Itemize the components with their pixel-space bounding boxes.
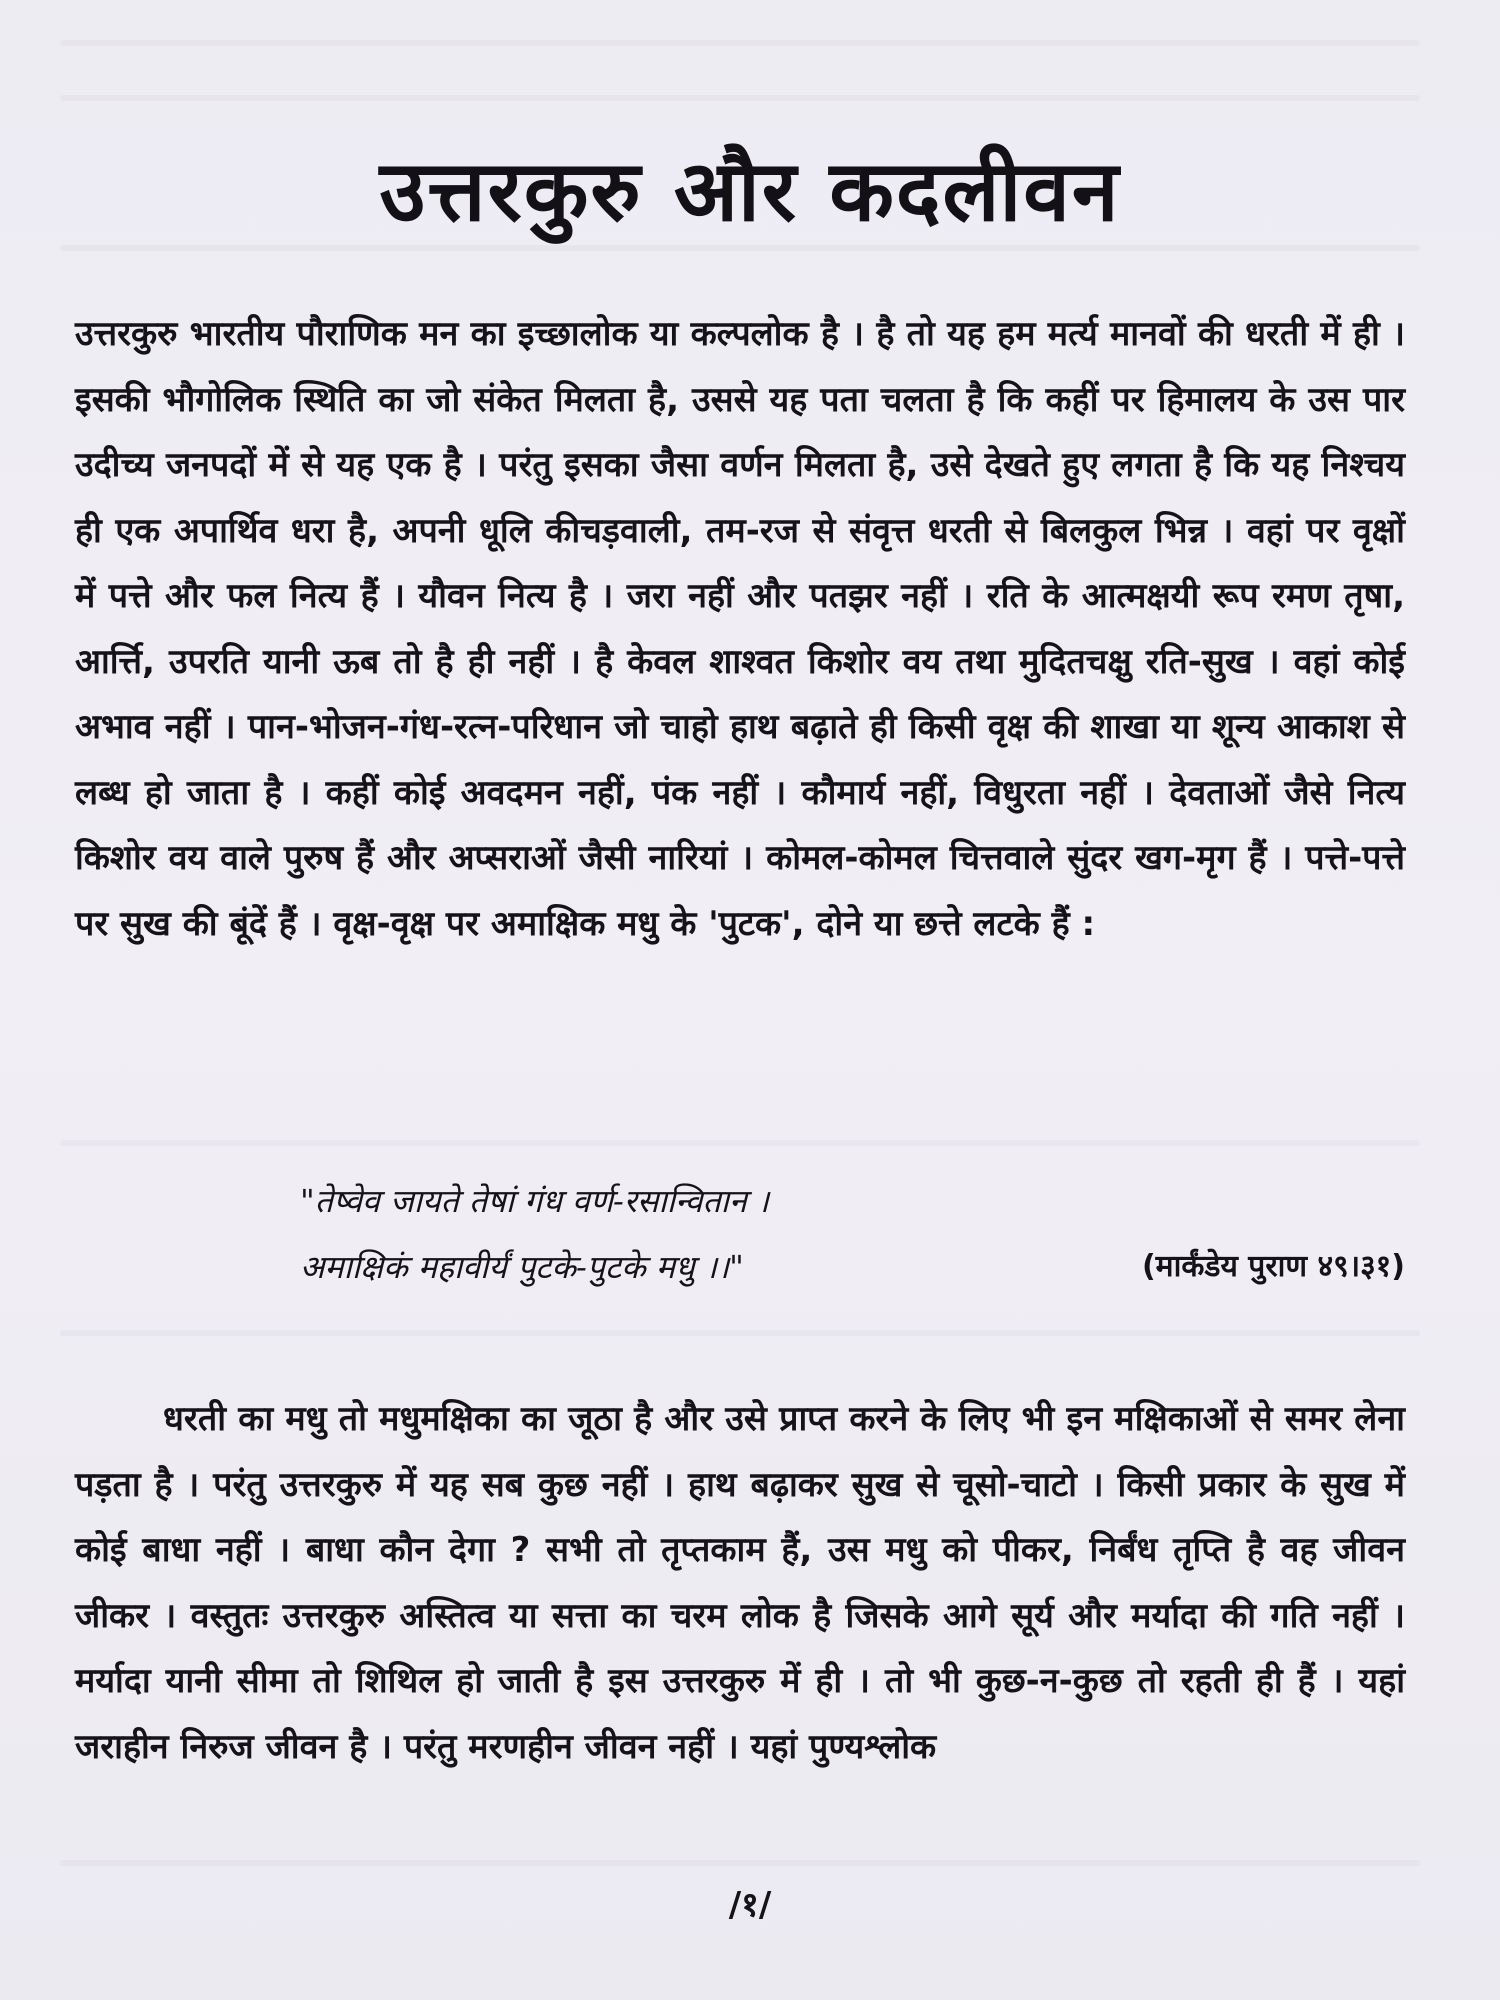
- page-number: /१/: [728, 1885, 772, 1925]
- bleed-through-line: [60, 1330, 1420, 1336]
- verse-line-2-wrap: [75, 1234, 1405, 1300]
- paragraph-2: धरती का मधु तो मधुमक्षिका का जूठा है और उसे प्राप्त करने के लिए भी इन मक्षिकाओं से समर लेना पड़ता है । परंतु उत्तरकुरु में यह सब कुछ नहीं । हाथ बढ़ाकर सुख से चूसो-चाटो । किसी प्रकार के सुख में कोई बाधा नहीं । बाधा कौन देगा ? सभी तो तृप्तकाम हैं, उस मधु को पीकर, निर्बंध तृप्ति है वह जीवन जीकर । वस्तुतः उत्तरकुरु अस्तित्व या सत्ता का चरम लोक है जिसके आगे सूर्य और मर्यादा की गति नहीं । मर्यादा यानी सीमा तो शिथिल हो जाती है इस उत्तरकुरु में ही । तो भी कुछ-न-कुछ तो रहती ही हैं । यहां जराहीन निरुज जीवन है । परंतु मरणहीन जीवन नहीं । यहां पुण्यश्लोक: [75, 1399, 1405, 1767]
- verse-line-2: अमाक्षिकं महावीर्यं पुटके-पुटके मधु ।।": [300, 1248, 744, 1286]
- bleed-through-line: [60, 40, 1420, 46]
- bleed-through-line: [60, 1860, 1420, 1866]
- verse-line-1: "तेष्वेव जायते तेषां गंध वर्ण-रसान्वितान ।: [300, 1182, 770, 1220]
- paragraph-1: उत्तरकुरु भारतीय पौराणिक मन का इच्छालोक या कल्पलोक है । है तो यह हम मर्त्य मानवों की धरती में ही । इसकी भौगोलिक स्थिति का जो संकेत मिलता है, उससे यह पता चलता है कि कहीं पर हिमालय के उस पार उदीच्य जनपदों में से यह एक है । परंतु इसका जैसा वर्णन मिलता है, उसे देखते हुए लगता है कि यह निश्चय ही एक अपार्थिव धरा है, अपनी धूलि कीचड़वाली, तम-रज से संवृत्त धरती से बिलकुल भिन्न । वहां पर वृक्षों में पत्ते और फल नित्य हैं । यौवन नित्य है । जरा नहीं और पतझर नहीं । रति के आत्मक्षयी रूप रमण तृषा, आर्त्ति, उपरति यानी ऊब तो है ही नहीं । है केवल शाश्वत किशोर वय तथा मुदितचक्षु रति-सुख । वहां कोई अभाव नहीं । पान-भोजन-गंध-रत्न-परिधान जो चाहो हाथ बढ़ाते ही किसी वृक्ष की शाखा या शून्य आकाश से लब्ध हो जाता है । कहीं कोई अवदमन नहीं, पंक नहीं । कौमार्य नहीं, विधुरता नहीं । देवताओं जैसे नित्य किशोर वय वाले पुरुष हैं और अप्सराओं जैसी नारियां । कोमल-कोमल चित्तवाले सुंदर खग-मृग हैं । पत्ते-पत्ते पर सुख की बूंदें हैं । वृक्ष-वृक्ष पर अमाक्षिक मधु के 'पुटक', दोने या छत्ते लटके हैं :: [75, 314, 1405, 944]
- chapter-title: उत्तरकुरु और कदलीवन: [379, 142, 1121, 240]
- bleed-through-line: [60, 95, 1420, 101]
- verse-block: [75, 1168, 1405, 1300]
- bleed-through-line: [60, 1140, 1420, 1146]
- bleed-through-line: [60, 245, 1420, 251]
- verse-source: (मार्कंडेय पुराण ४९।३१): [1141, 1249, 1405, 1284]
